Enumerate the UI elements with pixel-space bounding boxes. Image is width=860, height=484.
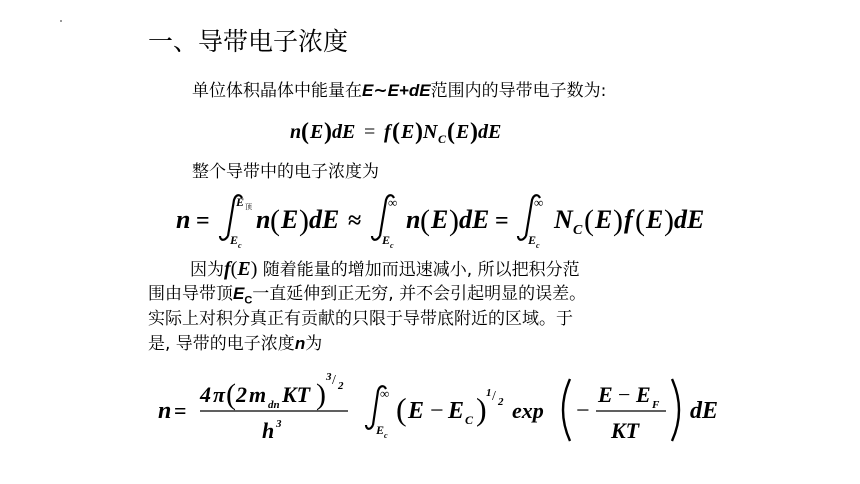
eq2-N-sub: C bbox=[573, 223, 583, 238]
eq2-lp2: ( bbox=[420, 204, 430, 237]
eq3-frac-num-E: E bbox=[598, 382, 613, 407]
eq1-lp3: ( bbox=[447, 119, 455, 145]
eq2-E3: E bbox=[595, 205, 613, 234]
eq3-int-low-c: c bbox=[384, 431, 388, 440]
eq3-frac-num-EF-E: E bbox=[636, 382, 651, 407]
eq2-dE3: dE bbox=[674, 205, 705, 234]
eq1-f: f bbox=[384, 121, 391, 143]
paragraph-3-line-3: 实际上对积分真正有贡献的只限于导带底附近的区域。于 bbox=[148, 309, 573, 329]
eq2-int3-lower-E: E bbox=[528, 233, 537, 247]
eq3-num-4: 4 bbox=[200, 382, 211, 407]
svg-text:): ) bbox=[316, 378, 326, 411]
eq3-m: m bbox=[249, 382, 267, 407]
eq3-num-2: 2 bbox=[236, 382, 247, 407]
eq2-n: n bbox=[176, 205, 191, 234]
eq1-rp1: ) bbox=[324, 119, 332, 145]
eq2-dE2: dE bbox=[459, 205, 490, 234]
p3-l2-a: 围由导带顶 bbox=[148, 284, 233, 304]
eq2-N: N bbox=[554, 205, 573, 234]
eq2-int2-lower-c: c bbox=[390, 241, 394, 250]
p3-l2-b: 一直延伸到正无穷, 并不会引起明显的误差。 bbox=[252, 284, 587, 304]
eq2-n1: n bbox=[256, 205, 271, 234]
eq3-half-1: 1 bbox=[486, 387, 492, 399]
eq3-n: n bbox=[158, 398, 172, 424]
eq1-E1: E bbox=[310, 121, 324, 143]
eq3-h-exp: 3 bbox=[276, 418, 282, 430]
p3-l4-a: 是, 导带的电子浓度 bbox=[148, 334, 295, 354]
eq3-exp: exp bbox=[512, 398, 544, 423]
eq1-rp2: ) bbox=[415, 119, 423, 145]
eq2-rp2: ) bbox=[449, 204, 459, 237]
p3-l1-a: 因为 bbox=[190, 260, 224, 280]
eq2-rp1: ) bbox=[299, 204, 309, 237]
eq3-frac-den: KT bbox=[611, 418, 640, 443]
eq1-N-sub: C bbox=[438, 132, 447, 146]
p3-l4-n: n bbox=[294, 334, 306, 353]
eq3-KT: KT bbox=[282, 382, 311, 407]
paragraph-3-line-4 bbox=[148, 332, 322, 356]
eq3-frac-num-EF-F: F bbox=[652, 399, 660, 411]
p3-Ec-E: E bbox=[233, 284, 245, 303]
eq2-int2-lower-E: E bbox=[382, 233, 391, 247]
eq2-lp1: ( bbox=[270, 204, 280, 237]
eq3-exp-slash: / bbox=[332, 373, 336, 388]
svg-text:(: ( bbox=[396, 391, 407, 427]
eq2-int3-lower-c: c bbox=[536, 241, 540, 250]
eq2-int1-upper-E: E bbox=[236, 195, 245, 209]
svg-text:): ) bbox=[476, 391, 487, 427]
equation-1 bbox=[280, 112, 540, 148]
p1-prefix: 单位体积晶体中能量在 bbox=[192, 81, 362, 101]
svg-text:(: ( bbox=[226, 378, 236, 411]
eq1-lp1: ( bbox=[301, 119, 309, 145]
eq3-m-sub: dn bbox=[268, 399, 280, 411]
eq2-E1: E bbox=[281, 205, 299, 234]
eq3-dE: dE bbox=[690, 398, 719, 424]
p1-range-a: E bbox=[362, 81, 374, 100]
eq2-dE1: dE bbox=[309, 205, 340, 234]
eq3-int-inf: ∞ bbox=[380, 386, 390, 401]
eq2-E4: E bbox=[646, 205, 664, 234]
eq3-minus: − bbox=[430, 398, 444, 424]
eq1-E2: E bbox=[401, 121, 415, 143]
tiny-mark bbox=[60, 20, 62, 22]
equation-2 bbox=[170, 192, 730, 250]
p1-suffix: 范围内的导带电子数为: bbox=[430, 81, 607, 101]
eq2-approx: ≈ bbox=[348, 208, 362, 234]
p3-E: E bbox=[237, 258, 251, 280]
eq2-n2: n bbox=[406, 205, 421, 234]
section-heading: 一、导带电子浓度 bbox=[148, 27, 349, 56]
p3-l4-b: 为 bbox=[305, 334, 323, 354]
eq2-rp3: ) bbox=[613, 204, 623, 237]
eq1-lp2: ( bbox=[392, 119, 400, 145]
eq3-exp-2: 2 bbox=[338, 380, 344, 392]
p1-range-b: E+dE bbox=[387, 81, 431, 100]
paragraph-1 bbox=[192, 79, 606, 103]
eq3-int-low-E: E bbox=[376, 423, 385, 437]
eq3-exp-3: 3 bbox=[326, 371, 332, 383]
p1-range-sep: ~ bbox=[373, 81, 388, 101]
eq3-h: h bbox=[262, 418, 275, 443]
eq2-int1-lower-E: E bbox=[230, 233, 239, 247]
eq2-lp4: ( bbox=[635, 204, 645, 237]
p3-Ec-C: C bbox=[244, 294, 253, 307]
eq3-big-rparen bbox=[672, 379, 679, 441]
eq2-E2: E bbox=[431, 205, 449, 234]
eq3-E: E bbox=[408, 398, 425, 424]
eq3-num-pi: π bbox=[213, 382, 226, 407]
eq3-big-lparen bbox=[563, 379, 570, 441]
eq2-eq1: = bbox=[196, 208, 210, 234]
paragraph-3-line-1: 因为f(E) 随着能量的增加而迅速减小, 所以把积分范 bbox=[190, 258, 580, 280]
eq2-int2-inf: ∞ bbox=[388, 195, 398, 210]
eq1-n: n bbox=[290, 121, 302, 143]
eq3-EC-C: C bbox=[465, 413, 474, 427]
eq2-int1-lower-c: c bbox=[238, 241, 242, 250]
eq2-int1-upper-top: 顶 bbox=[245, 203, 252, 211]
eq3-half-2: 2 bbox=[498, 396, 504, 408]
eq1-eq: = bbox=[364, 121, 376, 143]
eq1-dE2: dE bbox=[478, 121, 502, 143]
p3-f: f bbox=[224, 258, 231, 280]
eq3-neg: − bbox=[576, 398, 590, 424]
eq2-f: f bbox=[624, 205, 633, 234]
p3-l1-b: 随着能量的增加而迅速减小, 所以把积分范 bbox=[262, 260, 580, 280]
eq2-eq2: = bbox=[495, 208, 509, 234]
eq2-int3-inf: ∞ bbox=[534, 195, 544, 210]
eq3-eq: = bbox=[174, 398, 187, 423]
paragraph-2: 整个导带中的电子浓度为 bbox=[192, 162, 379, 182]
eq2-rp4: ) bbox=[664, 204, 674, 237]
eq3-EC-E: E bbox=[448, 398, 465, 424]
eq1-E3: E bbox=[456, 121, 470, 143]
eq1-N: N bbox=[423, 121, 438, 143]
eq1-dE1: dE bbox=[332, 121, 356, 143]
equation-3 bbox=[150, 365, 750, 455]
eq3-half-slash: / bbox=[492, 389, 496, 404]
eq1-rp3: ) bbox=[470, 119, 478, 145]
eq3-frac-num-minus: − bbox=[618, 382, 631, 407]
eq2-lp3: ( bbox=[584, 204, 594, 237]
